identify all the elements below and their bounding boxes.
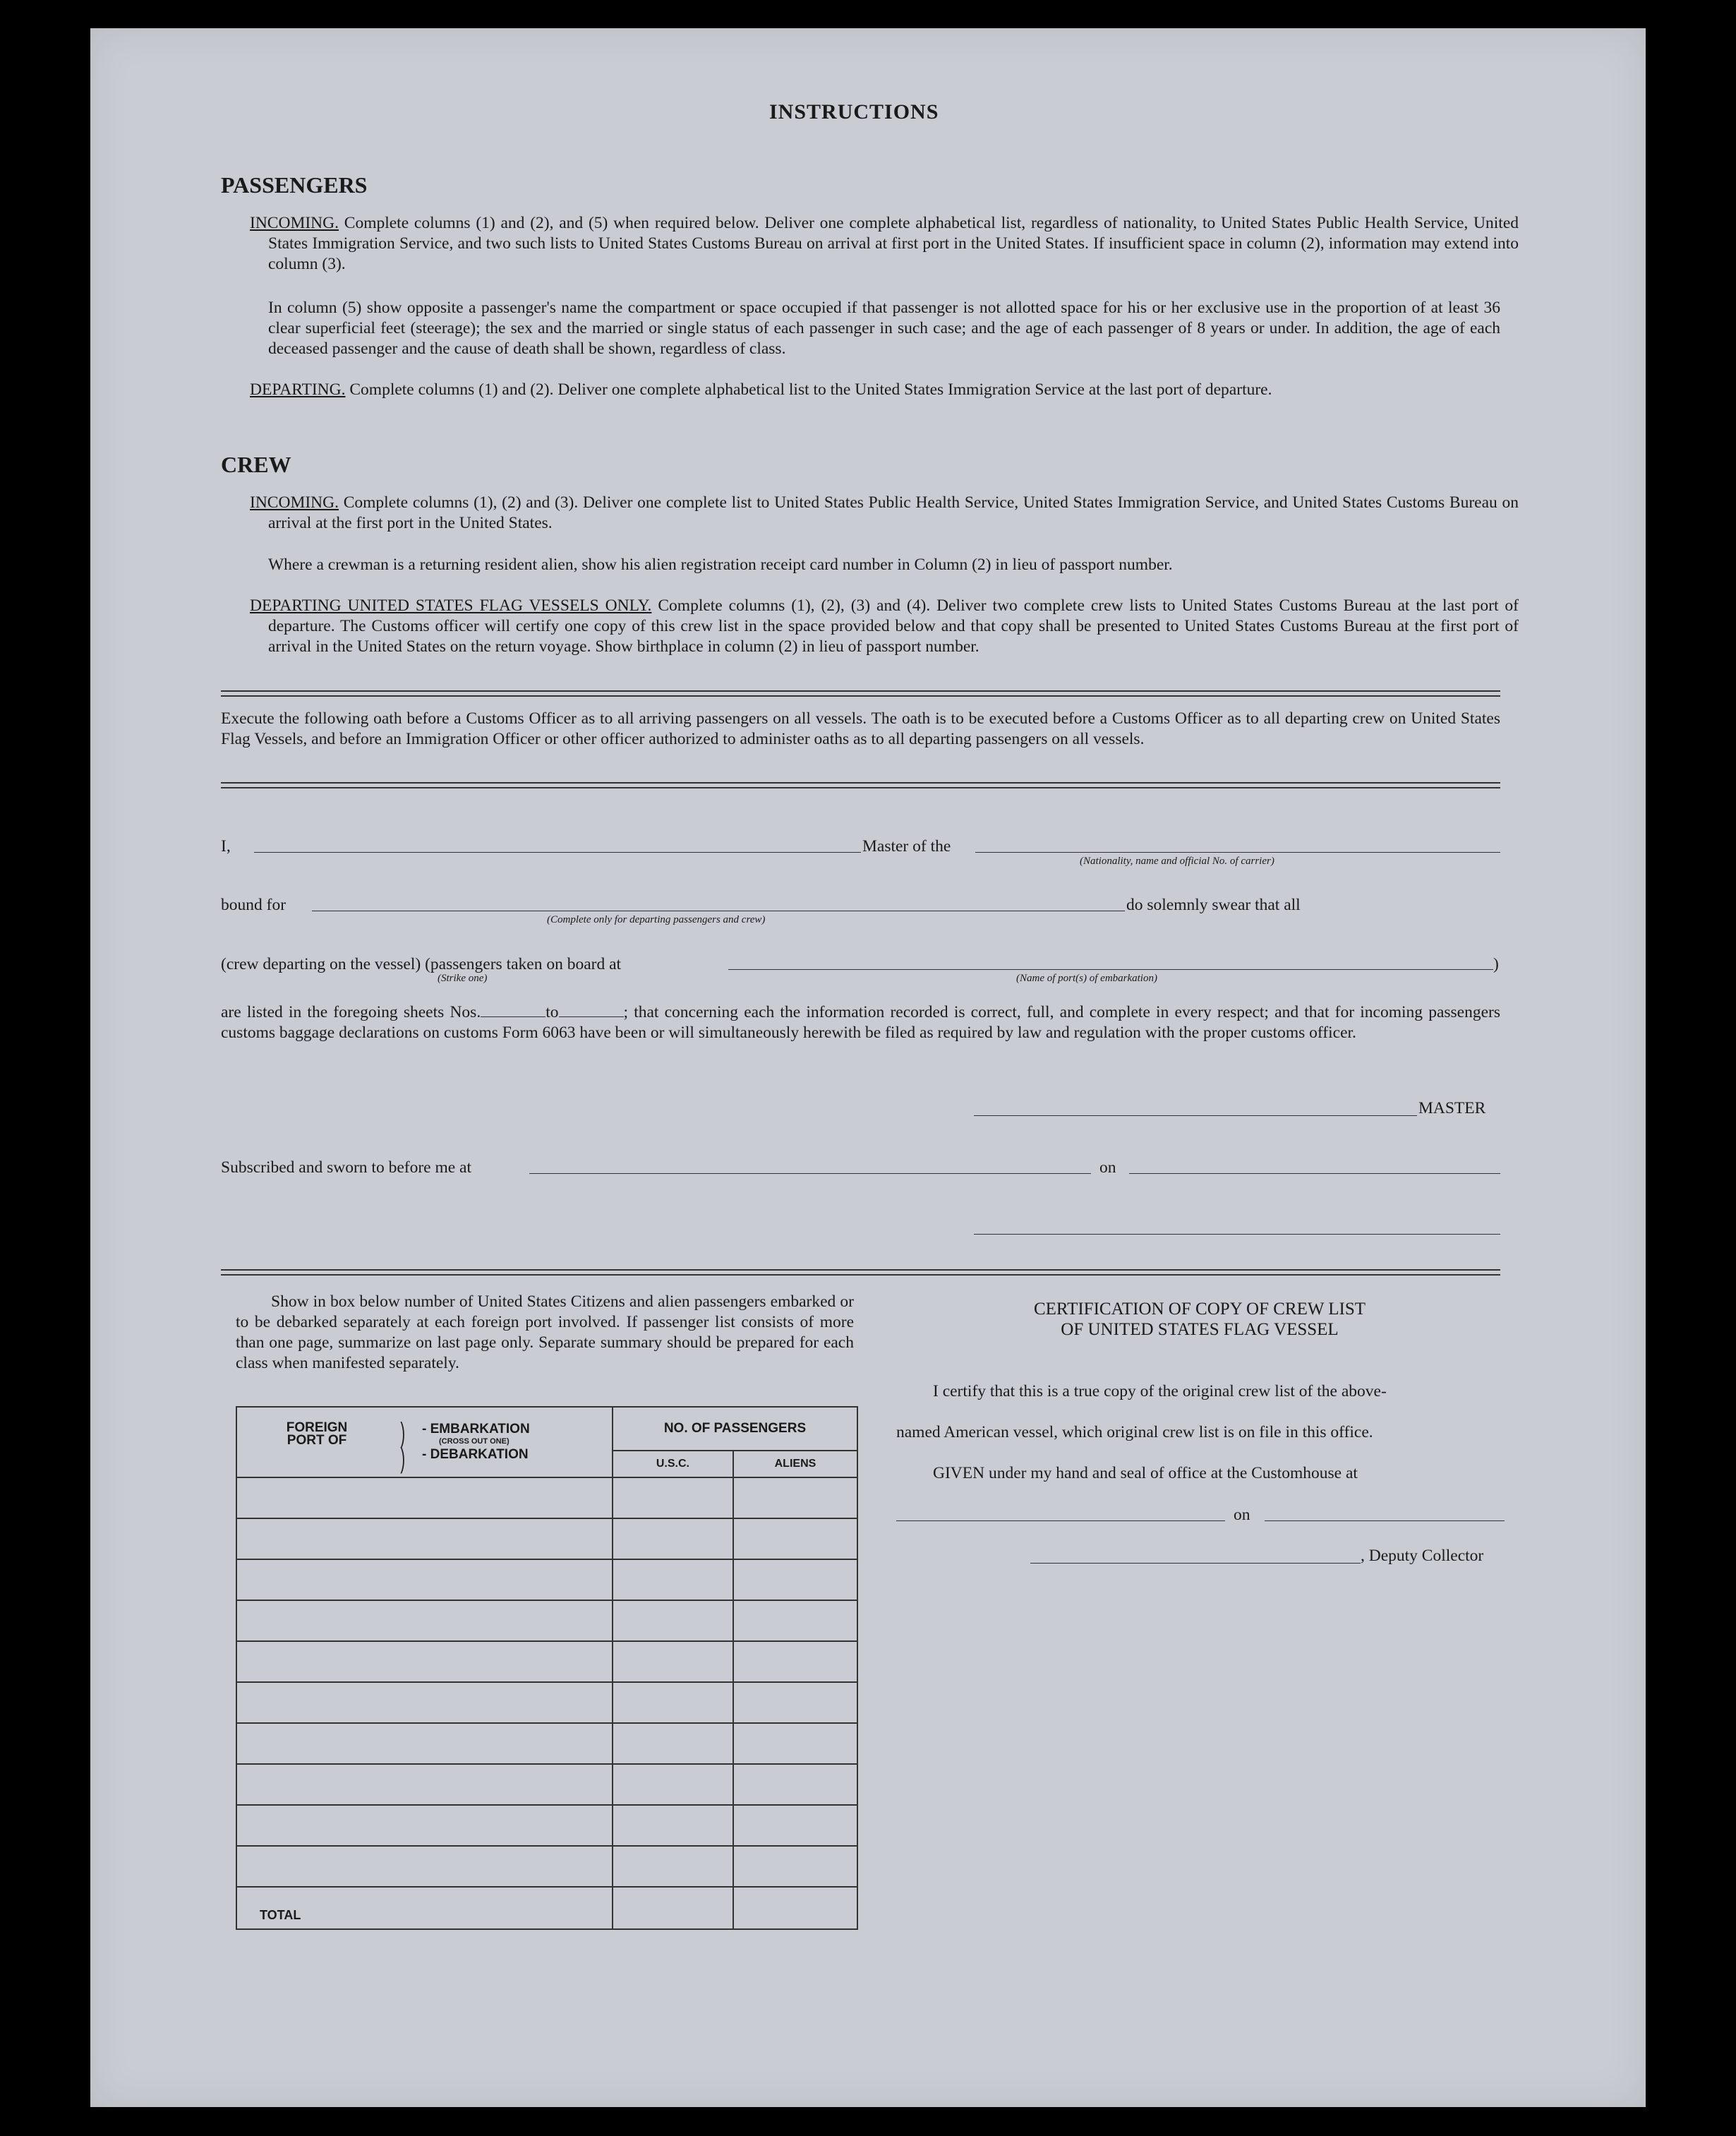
bound-for-caption: (Complete only for departing passengers and crew) bbox=[547, 914, 766, 925]
cross-out-caption: (CROSS OUT ONE) bbox=[439, 1437, 510, 1446]
usc-total-cell[interactable] bbox=[613, 1887, 733, 1929]
port-cell[interactable] bbox=[236, 1641, 613, 1682]
port-cell[interactable] bbox=[236, 1559, 613, 1600]
usc-cell[interactable] bbox=[613, 1600, 733, 1641]
embarkation-port-caption: (Name of port(s) of embarkation) bbox=[1016, 973, 1157, 984]
aliens-cell[interactable] bbox=[733, 1600, 857, 1641]
port-cell[interactable] bbox=[236, 1723, 613, 1764]
usc-cell[interactable] bbox=[613, 1641, 733, 1682]
sworn-on-label: on bbox=[1099, 1158, 1116, 1177]
bound-for-label: bound for bbox=[221, 896, 287, 914]
embarkation-port-field[interactable] bbox=[728, 969, 1493, 970]
carrier-caption: (Nationality, name and official No. of carrier) bbox=[1080, 856, 1274, 867]
master-signature-field[interactable] bbox=[974, 1115, 1417, 1116]
crew-incoming-paragraph bbox=[250, 493, 1519, 534]
aliens-cell[interactable] bbox=[733, 1682, 857, 1723]
aliens-cell[interactable] bbox=[733, 1518, 857, 1559]
usc-header: U.S.C. bbox=[613, 1451, 733, 1477]
aliens-total-cell[interactable] bbox=[733, 1887, 857, 1929]
passengers-departing-text: Complete columns (1) and (2). Deliver one complete alphabetical list to the United States Immigration Service at the last port of departure. bbox=[349, 380, 1272, 399]
carrier-field[interactable] bbox=[975, 852, 1500, 853]
listed-text-start: are listed in the foregoing sheets Nos. bbox=[221, 1003, 481, 1021]
certification-date-field[interactable] bbox=[1265, 1520, 1505, 1521]
passengers-departing-label: DEPARTING. bbox=[250, 380, 346, 399]
aliens-cell[interactable] bbox=[733, 1559, 857, 1600]
usc-cell[interactable] bbox=[613, 1846, 733, 1887]
subscribed-label: Subscribed and sworn to before me at bbox=[221, 1158, 472, 1177]
usc-cell[interactable] bbox=[613, 1477, 733, 1518]
foreign-port-table bbox=[236, 1406, 858, 1930]
port-cell[interactable] bbox=[236, 1600, 613, 1641]
sworn-place-field[interactable] bbox=[529, 1173, 1091, 1174]
given-line: GIVEN under my hand and seal of office at the Customhouse at bbox=[933, 1464, 1358, 1482]
deputy-signature-field[interactable] bbox=[1030, 1563, 1361, 1564]
divider bbox=[221, 1269, 1500, 1276]
crew-incoming-text: Complete columns (1), (2) and (3). Deliver one complete list to United States Public Health Service, United States Immigration Service, and United States Customs Bureau on arrival at the first port in the United States. bbox=[268, 493, 1519, 532]
passengers-incoming-text: Complete columns (1) and (2), and (5) when required below. Deliver one complete alphabetical list, regardless of nationality, to United States Public Health Service, United States Immigration Service, and two such lists to United States Customs Bureau on arrival at first port in the United States. If insufficient space in column (2), information may extend into column (3). bbox=[268, 214, 1519, 273]
divider bbox=[221, 690, 1500, 697]
aliens-cell[interactable] bbox=[733, 1477, 857, 1518]
crew-departing-paragraph bbox=[250, 596, 1519, 657]
crew-departing-label: DEPARTING UNITED STATES FLAG VESSELS ONLY. bbox=[250, 596, 652, 615]
port-header-cell bbox=[236, 1407, 613, 1477]
divider bbox=[221, 782, 1500, 788]
aliens-cell[interactable] bbox=[733, 1846, 857, 1887]
crew-resident-paragraph: Where a crewman is a returning resident alien, show his alien registration receipt card number in Column (2) in lieu of passport number. bbox=[268, 556, 1173, 574]
sheet-from-field[interactable] bbox=[481, 1002, 545, 1017]
brace-icon: ) ) bbox=[400, 1417, 405, 1474]
listed-to-label: to bbox=[545, 1003, 559, 1021]
usc-cell[interactable] bbox=[613, 1805, 733, 1846]
master-of-label: Master of the bbox=[862, 837, 951, 856]
sworn-date-field[interactable] bbox=[1129, 1173, 1500, 1174]
customhouse-field[interactable] bbox=[896, 1520, 1225, 1521]
aliens-cell[interactable] bbox=[733, 1641, 857, 1682]
port-cell[interactable] bbox=[236, 1682, 613, 1723]
port-cell[interactable] bbox=[236, 1764, 613, 1805]
passengers-incoming-label: INCOMING. bbox=[250, 214, 339, 232]
passengers-heading: PASSENGERS bbox=[221, 172, 368, 198]
crew-incoming-label: INCOMING. bbox=[250, 493, 339, 512]
strike-one-caption: (Strike one) bbox=[438, 973, 488, 984]
master-name-field[interactable] bbox=[254, 852, 861, 853]
certification-title-line-1: CERTIFICATION OF COPY OF CREW LIST bbox=[1033, 1300, 1366, 1319]
aliens-header: ALIENS bbox=[733, 1451, 857, 1477]
certification-title bbox=[896, 1299, 1503, 1340]
certification-title-line-2: OF UNITED STATES FLAG VESSEL bbox=[1061, 1320, 1339, 1339]
passengers-departing-paragraph bbox=[250, 380, 1519, 400]
port-cell[interactable] bbox=[236, 1477, 613, 1518]
oath-instruction: Execute the following oath before a Customs Officer as to all arriving passengers on all vessels. The oath is to be executed before a Customs Officer as to all departing crew on United States Flag Vessels, and before an Immigration Officer or other officer authorized to administer oaths as to all departing passengers on all vessels. bbox=[221, 709, 1500, 748]
debarkation-label: - DEBARKATION bbox=[422, 1447, 529, 1462]
no-passengers-header: NO. OF PASSENGERS bbox=[613, 1407, 857, 1451]
sheet-to-field[interactable] bbox=[559, 1002, 624, 1017]
crew-heading: CREW bbox=[221, 452, 291, 477]
crew-departing-text: Complete columns (1), (2), (3) and (4). Deliver two complete crew lists to United States Customs Bureau at the last port of departure. The Customs officer will certify one copy of this crew list in the space provided below and that copy shall be presented to United States Customs Bureau at the first port of arrival in the United States on the return voyage. Show birthplace in column (2) in lieu of passport number. bbox=[268, 596, 1519, 656]
usc-cell[interactable] bbox=[613, 1518, 733, 1559]
passengers-incoming-paragraph bbox=[250, 213, 1519, 275]
oath-i-label: I, bbox=[221, 837, 231, 856]
total-label: TOTAL bbox=[236, 1887, 613, 1929]
officer-signature-field[interactable] bbox=[974, 1234, 1500, 1235]
certify-line-1: I certify that this is a true copy of the original crew list of the above- bbox=[933, 1382, 1387, 1400]
port-cell[interactable] bbox=[236, 1846, 613, 1887]
page-title: INSTRUCTIONS bbox=[769, 100, 939, 124]
usc-cell[interactable] bbox=[613, 1723, 733, 1764]
summary-instruction: Show in box below number of United States Citizens and alien passengers embarked or to be debarked separately at each foreign port involved. If passenger list consists of more than one page, summarize on last page only. Separate summary should be prepared for each class when manifested separately. bbox=[236, 1292, 854, 1372]
crew-departing-label: (crew departing on the vessel) (passengers taken on board at bbox=[221, 955, 622, 973]
listed-text-end: ; that concerning each the information recorded is correct, full, and complete in every respect; and that for incoming passengers customs baggage declarations on customs Form 6063 have been or will simultaneously herewith be filed as required by law and regulation with the proper customs officer. bbox=[221, 1003, 1501, 1042]
aliens-cell[interactable] bbox=[733, 1723, 857, 1764]
usc-cell[interactable] bbox=[613, 1764, 733, 1805]
foreign-port-of-label: FOREIGN PORT OF bbox=[286, 1420, 348, 1448]
certify-line-2: named American vessel, which original crew list is on file in this office. bbox=[896, 1423, 1373, 1441]
aliens-cell[interactable] bbox=[733, 1764, 857, 1805]
usc-cell[interactable] bbox=[613, 1559, 733, 1600]
usc-cell[interactable] bbox=[613, 1682, 733, 1723]
port-cell[interactable] bbox=[236, 1518, 613, 1559]
passengers-column5-paragraph: In column (5) show opposite a passenger's name the compartment or space occupied if that passenger is not allotted space for his or her exclusive use in the proportion of at least 36 clear superficial feet (steerage); the sex and the married or single status of each passenger in such case; and the age of each passenger of 8 years or under. In addition, the age of each deceased passenger and the cause of death shall be shown, regardless of class. bbox=[268, 299, 1500, 358]
master-label: MASTER bbox=[1418, 1099, 1486, 1117]
aliens-cell[interactable] bbox=[733, 1805, 857, 1846]
embarkation-label: - EMBARKATION bbox=[422, 1422, 530, 1436]
oath-listed-paragraph bbox=[221, 1002, 1500, 1043]
swear-label: do solemnly swear that all bbox=[1126, 896, 1301, 914]
deputy-collector-label: , Deputy Collector bbox=[1361, 1547, 1484, 1565]
port-cell[interactable] bbox=[236, 1805, 613, 1846]
close-paren: ) bbox=[1493, 955, 1499, 973]
certification-on-label: on bbox=[1234, 1506, 1250, 1524]
